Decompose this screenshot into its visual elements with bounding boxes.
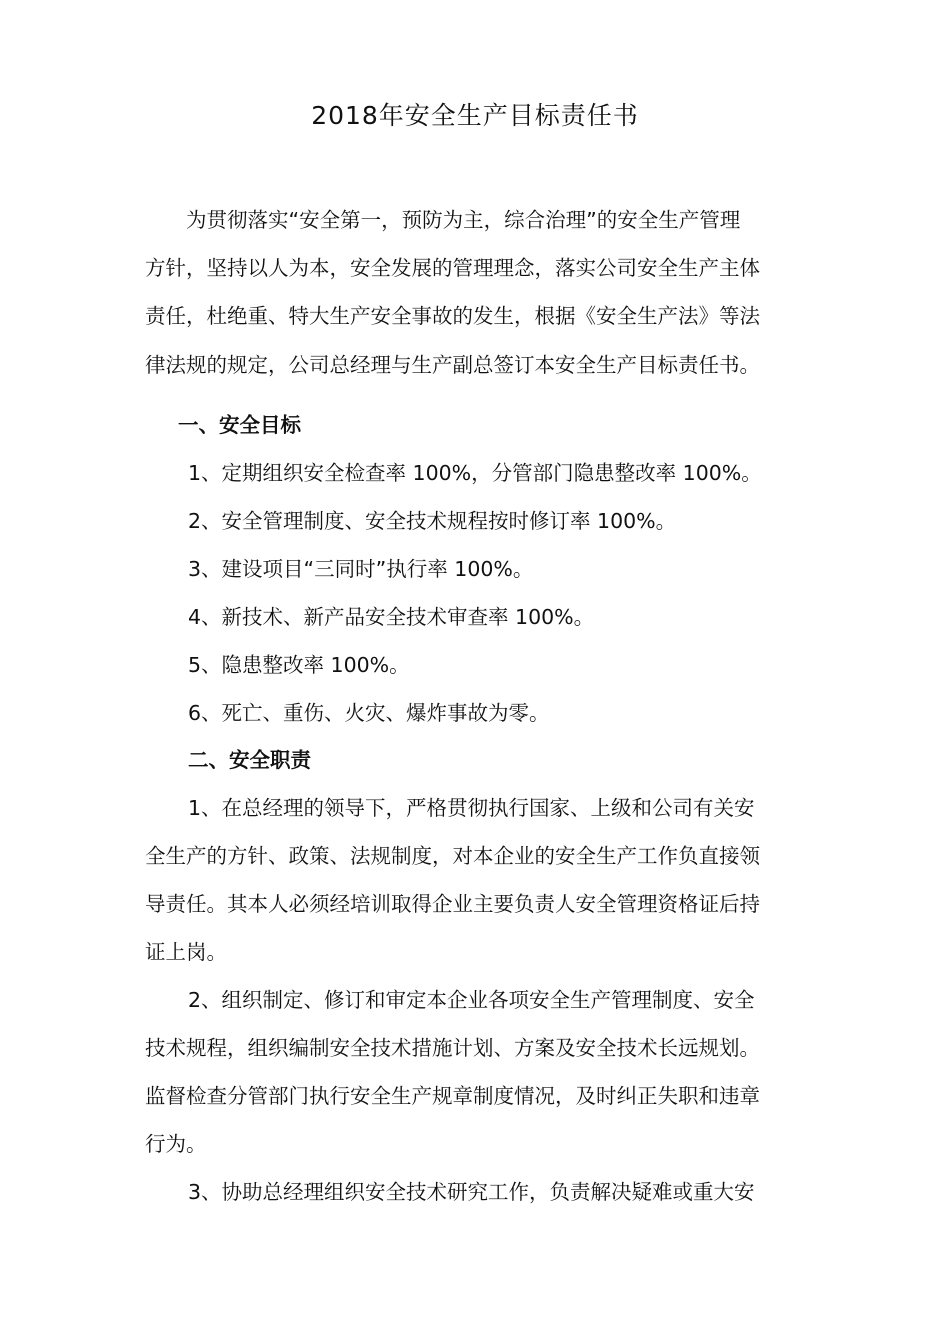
duty-line: 全生产的方针、政策、法规制度，对本企业的安全生产工作负直接领 — [145, 844, 760, 868]
goal-item: 3、建设项目“三同时”执行率 100%。 — [188, 557, 534, 581]
duty-line: 技术规程，组织编制安全技术措施计划、方案及安全技术长远规划。 — [145, 1036, 760, 1060]
goal-item: 6、死亡、重伤、火灾、爆炸事故为零。 — [188, 701, 550, 725]
duty-line: 行为。 — [145, 1132, 207, 1156]
goal-item: 2、安全管理制度、安全技术规程按时修订率 100%。 — [188, 509, 677, 533]
intro-line: 律法规的规定，公司总经理与生产副总签订本安全生产目标责任书。 — [145, 353, 760, 377]
duty-line: 2、组织制定、修订和审定本企业各项安全生产管理制度、安全 — [188, 988, 755, 1012]
document-title: 2018年安全生产目标责任书 — [311, 101, 639, 130]
section-heading-safety-goals: 一、安全目标 — [178, 413, 301, 437]
intro-line: 为贯彻落实“安全第一，预防为主，综合治理”的安全生产管理 — [145, 208, 741, 232]
duty-line: 证上岗。 — [145, 940, 227, 964]
goal-item: 4、新技术、新产品安全技术审查率 100%。 — [188, 605, 595, 629]
goal-item: 5、隐患整改率 100%。 — [188, 653, 410, 677]
intro-line: 责任，杜绝重、特大生产安全事故的发生，根据《安全生产法》等法 — [145, 304, 760, 328]
goal-item: 1、定期组织安全检查率 100%，分管部门隐患整改率 100%。 — [188, 461, 762, 485]
duty-line: 导责任。其本人必须经培训取得企业主要负责人安全管理资格证后持 — [145, 892, 760, 916]
duty-line: 1、在总经理的领导下，严格贯彻执行国家、上级和公司有关安 — [188, 796, 755, 820]
section-heading-safety-duties: 二、安全职责 — [188, 748, 311, 772]
duty-line: 3、协助总经理组织安全技术研究工作，负责解决疑难或重大安 — [188, 1180, 755, 1204]
duty-line: 监督检查分管部门执行安全生产规章制度情况，及时纠正失职和违章 — [145, 1084, 760, 1108]
intro-line: 方针，坚持以人为本，安全发展的管理理念，落实公司安全生产主体 — [145, 256, 760, 280]
